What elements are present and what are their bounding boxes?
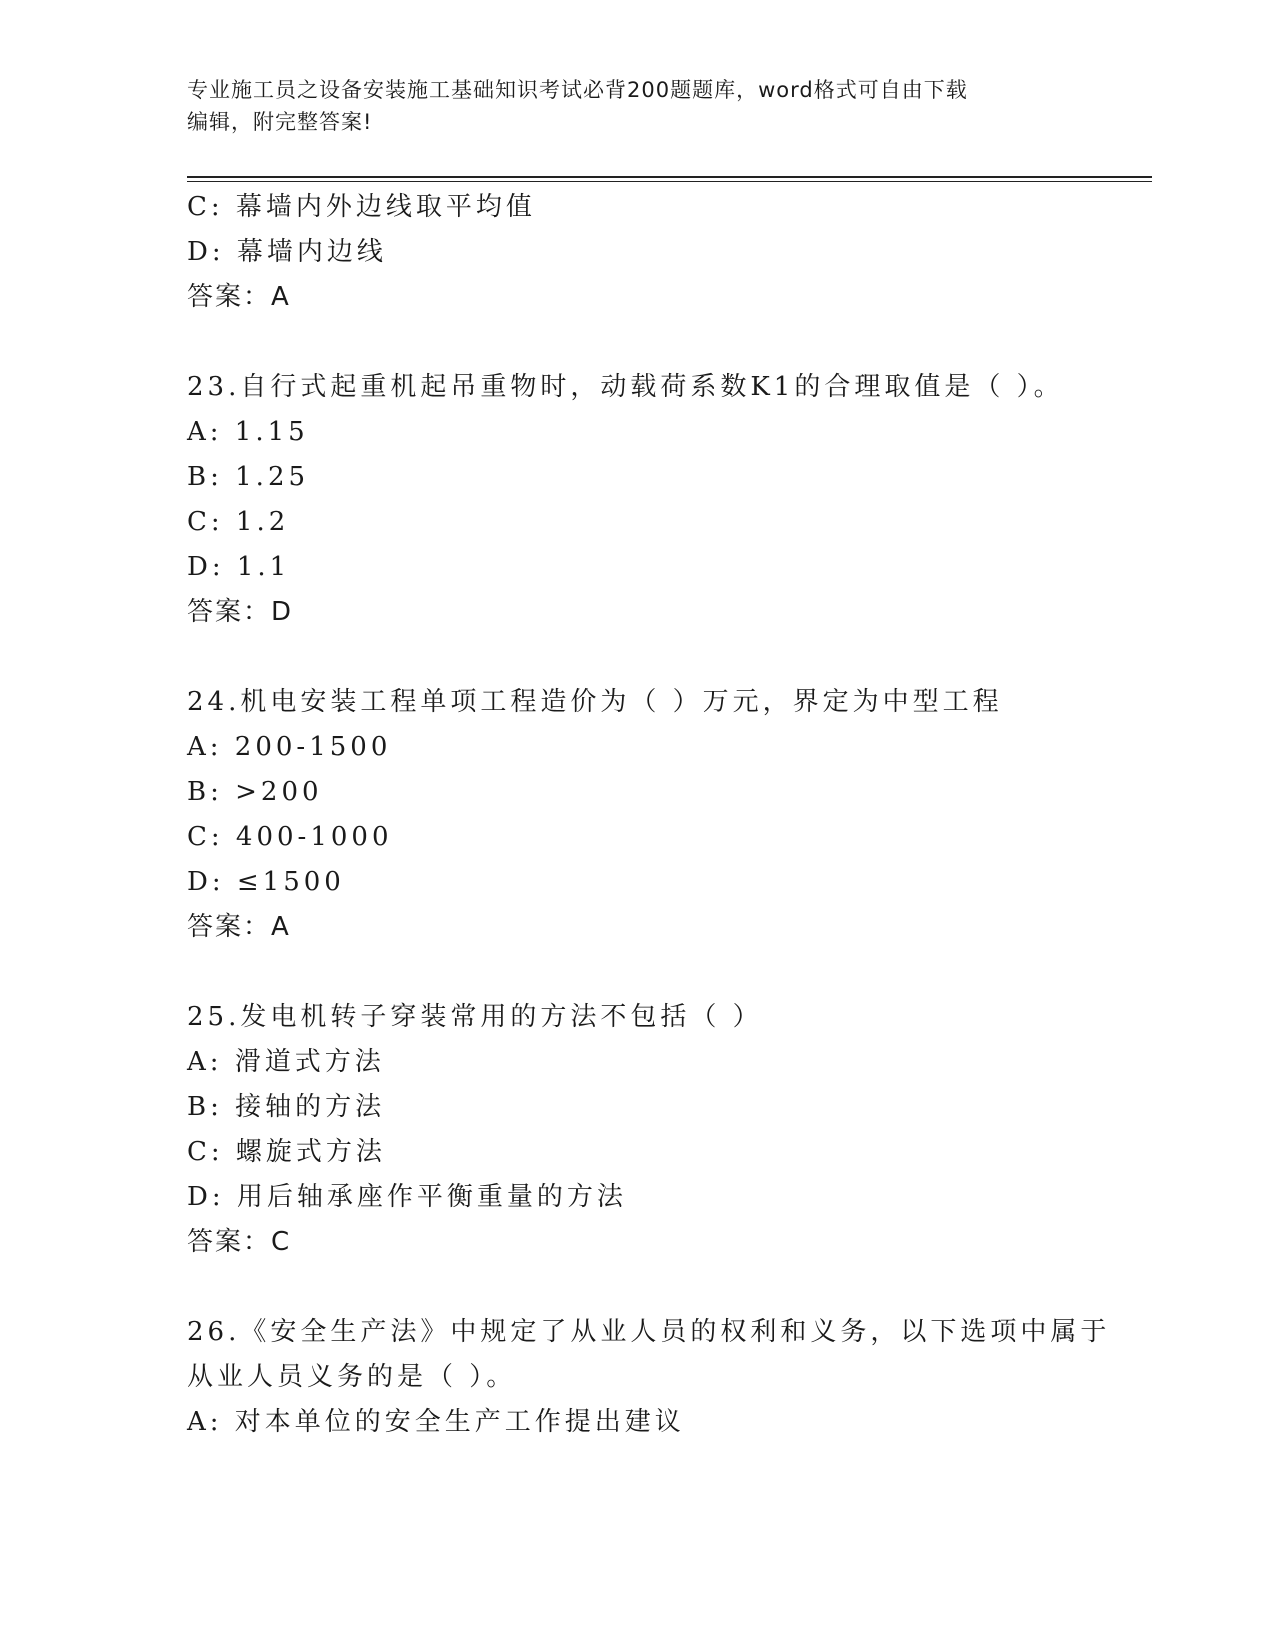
answer-q23: 答案：D (187, 597, 294, 627)
option-c-q24: C: 400-1000 (187, 822, 393, 852)
option-c-q22: C: 幕墙内外边线取平均值 (187, 192, 536, 222)
option-b-q24: B: >200 (187, 777, 323, 807)
answer-q22: 答案：A (187, 282, 291, 312)
option-d-q23: D: 1.1 (187, 552, 291, 582)
option-a-q23: A: 1.15 (187, 417, 309, 447)
header-title-line-2: 编辑，附完整答案! (187, 110, 373, 134)
question-26: 26.《安全生产法》中规定了从业人员的权利和义务，以下选项中属于 (187, 1317, 1111, 1347)
option-c-q23: C: 1.2 (187, 507, 290, 537)
option-a-q25: A: 滑道式方法 (187, 1047, 385, 1077)
option-b-q23: B: 1.25 (187, 462, 310, 492)
option-a-q24: A: 200-1500 (187, 732, 392, 762)
document-header (187, 74, 1087, 138)
option-a-q26: A: 对本单位的安全生产工作提出建议 (187, 1407, 685, 1437)
option-b-q25: B: 接轴的方法 (187, 1092, 386, 1122)
question-24: 24.机电安装工程单项工程造价为（ ）万元，界定为中型工程 (187, 687, 1003, 717)
question-25: 25.发电机转子穿装常用的方法不包括（ ） (187, 1002, 763, 1032)
question-26-continued: 从业人员义务的是（ ）。 (187, 1362, 517, 1392)
option-d-q24: D: ≤1500 (187, 867, 345, 897)
answer-q24: 答案：A (187, 912, 291, 942)
header-title-line-1: 专业施工员之设备安装施工基础知识考试必背200题题库，word格式可自由下载 (187, 78, 968, 102)
header-divider-thick (187, 176, 1152, 178)
answer-q25: 答案：C (187, 1227, 292, 1257)
question-23: 23.自行式起重机起吊重物时，动载荷系数K1的合理取值是（ ）。 (187, 372, 1064, 402)
option-d-q22: D: 幕墙内边线 (187, 237, 387, 267)
option-d-q25: D: 用后轴承座作平衡重量的方法 (187, 1182, 627, 1212)
header-divider-thin (187, 181, 1152, 182)
option-c-q25: C: 螺旋式方法 (187, 1137, 386, 1167)
